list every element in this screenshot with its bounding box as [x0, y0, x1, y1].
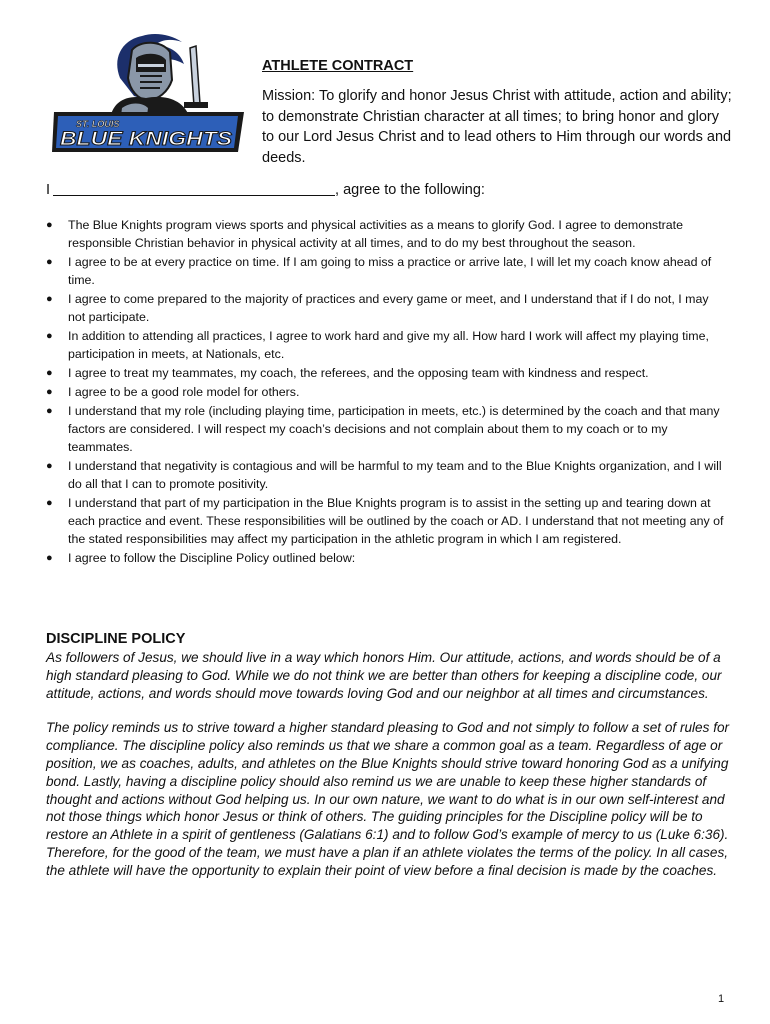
agreement-suffix: , agree to the following: — [335, 182, 485, 198]
list-item — [46, 290, 726, 326]
list-item — [46, 216, 726, 252]
list-item — [46, 253, 726, 289]
list-item — [46, 364, 726, 382]
rule-text: I understand that negativity is contagious and will be harmful to my team and to the Blue Knights organization, and I will do all that I can to promote positivity. — [68, 459, 722, 491]
page-number: 1 — [718, 993, 725, 1005]
rule-text: I agree to come prepared to the majority of practices and every game or meet, and I understand that if I do not, I may not participate. — [68, 292, 709, 324]
list-item — [46, 383, 726, 401]
rule-text: I agree to follow the Discipline Policy outlined below: — [68, 551, 356, 565]
list-item — [46, 327, 726, 363]
rule-text: I agree to be a good role model for others. — [68, 385, 300, 399]
discipline-policy-section — [46, 630, 730, 880]
bullet-icon: ● — [46, 219, 53, 231]
bullet-icon: ● — [46, 405, 53, 417]
header-block — [262, 56, 732, 168]
rule-text: I understand that part of my participation in the Blue Knights program is to assist in the setting up and tearing down at each practice and event. These responsibilities will be outlined by the coach or AD. I understand that not meeting any of the stated responsibilities may affect my participation in the athletic program in which I am registered. — [68, 496, 724, 546]
list-item — [46, 457, 726, 493]
bullet-icon: ● — [46, 386, 53, 398]
agreement-prefix: I — [46, 182, 51, 198]
knight-logo-graphic — [50, 28, 248, 158]
discipline-policy-title: DISCIPLINE POLICY — [46, 631, 186, 647]
rules-list — [46, 216, 726, 568]
list-item — [46, 494, 726, 548]
logo-small-text: ST. LOUIS — [76, 119, 120, 129]
bullet-icon: ● — [46, 497, 53, 509]
bullet-icon: ● — [46, 256, 53, 268]
name-blank-line[interactable] — [53, 181, 335, 196]
list-item — [46, 549, 726, 567]
mission-statement: Mission: To glorify and honor Jesus Christ with attitude, action and ability; to demonstrate Christian character at all times; to bring honor and glory to our Lord Jesus Christ and to lead others to Him through our words and deeds. — [262, 88, 732, 166]
rule-text: In addition to attending all practices, I agree to work hard and give my all. How hard I work will affect my playing time, participation in meets, at Nationals, etc. — [68, 329, 709, 361]
rule-text: I agree to be at every practice on time. If I am going to miss a practice or arrive late, I will let my coach know ahead of time. — [68, 255, 712, 287]
bullet-icon: ● — [46, 293, 53, 305]
rule-text: I agree to treat my teammates, my coach, the referees, and the opposing team with kindness and respect. — [68, 366, 649, 380]
bullet-icon: ● — [46, 367, 53, 379]
bullet-icon: ● — [46, 330, 53, 342]
rule-text: I understand that my role (including playing time, participation in meets, etc.) is determined by the coach and that many factors are considered. I will respect my coach’s decisions and not complain about them to my coach or to my teammates. — [68, 404, 720, 454]
list-item — [46, 402, 726, 456]
rule-text: The Blue Knights program views sports and physical activities as a means to glorify God. I agree to demonstrate responsible Christian behavior in physical activity at all times, and to do my best throughout the season. — [68, 218, 684, 250]
agreement-line — [46, 180, 485, 200]
bullet-icon: ● — [46, 552, 53, 564]
bullet-icon: ● — [46, 460, 53, 472]
contract-title: ATHLETE CONTRACT — [262, 58, 414, 74]
blue-knights-logo — [50, 28, 248, 158]
logo-big-text: BLUE KNIGHTS — [60, 129, 233, 150]
discipline-paragraph-1: As followers of Jesus, we should live in a way which honors Him. Our attitude, actions, and words should be of a high standard pleasing to God. While we do not think we are better than others for keeping a discipline code, our attitude, actions, and words should move towards loving God and our neighbor at all times and circumstances. — [46, 650, 722, 701]
discipline-paragraph-2: The policy reminds us to strive toward a higher standard pleasing to God and not simply to follow a set of rules for compliance. The discipline policy also reminds us that we share a common goal as a team. Regardless of age or position, we as coaches, adults, and athletes on the Blue Knights should strive toward honoring God as a unifying bond. Lastly, having a discipline policy should also remind us we are unable to keep these higher standards of thought and actions without God helping us. In our own nature, we want to do what is in our own self-interest and not those things which honor Jesus or think of others. The guiding principles for the Discipline policy will be to restore an Athlete in a spirit of gentleness (Galatians 6:1) and to follow God’s example of mercy to us (Luke 6:36). Therefore, for the good of the team, we must have a plan if an athlete violates the terms of the policy. In all cases, the athlete will have the opportunity to explain their point of view before a final decision is made by the coaches. — [46, 720, 730, 878]
